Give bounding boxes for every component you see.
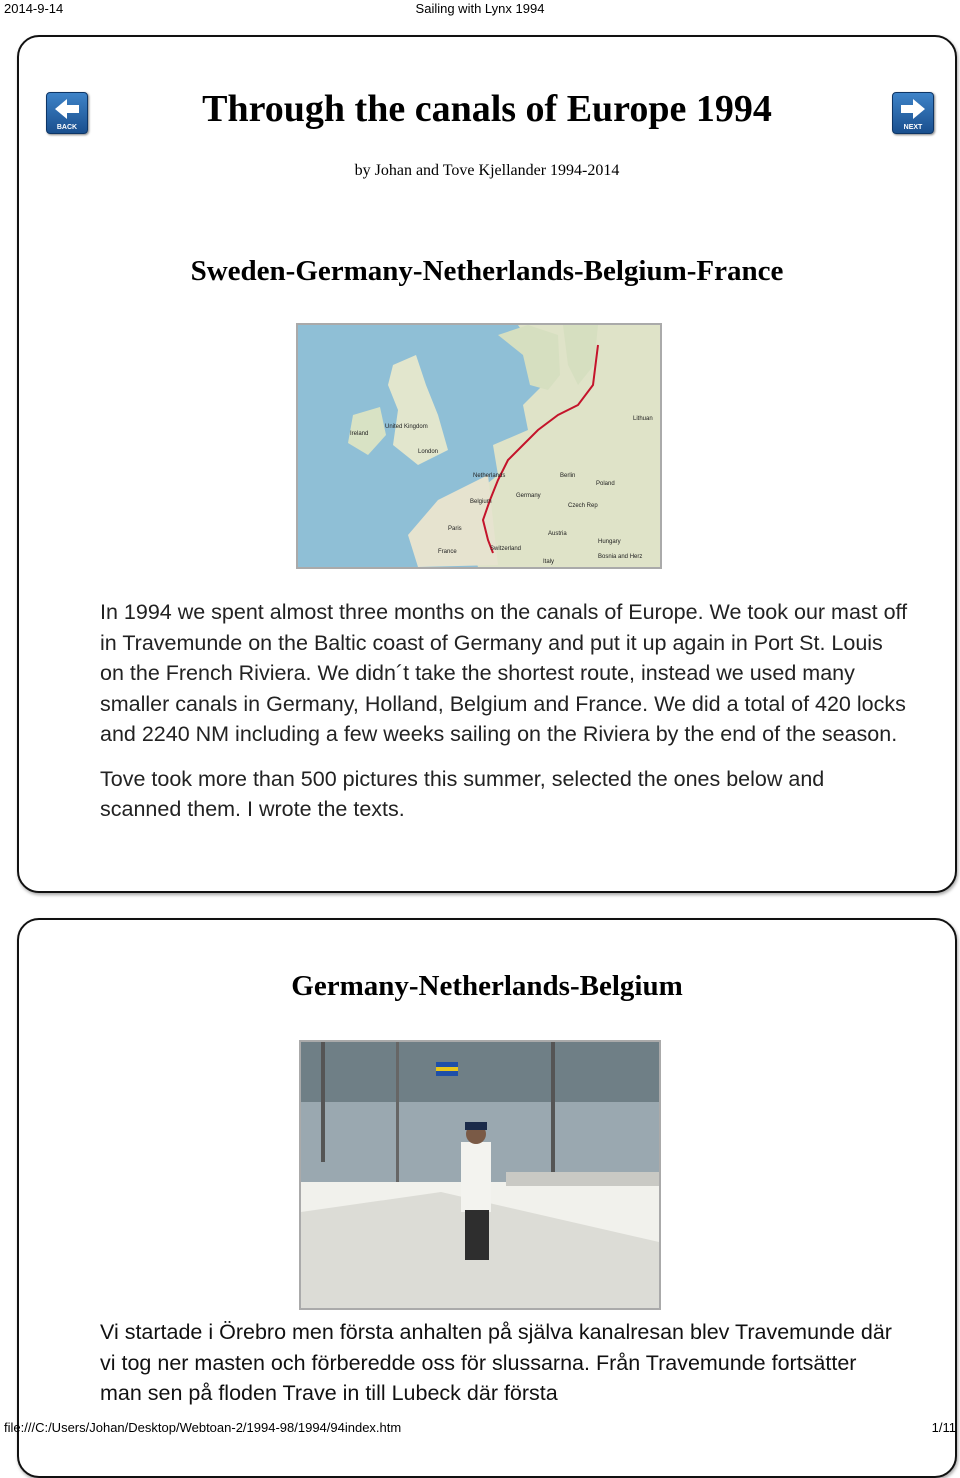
map-label-ireland: Ireland [350, 431, 369, 437]
map-label-bosnia: Bosnia and Herz [598, 554, 643, 560]
map-label-france: France [438, 549, 457, 555]
map-label-uk: United Kingdom [385, 424, 428, 430]
map-label-hungary: Hungary [598, 539, 621, 545]
intro-paragraph-1: In 1994 we spent almost three months on the canals of Europe. We took our mast off in Travemunde on the Baltic coast of Germany and put it up again in Port St. Louis on the French Riviera. We didn´t take the shortest route, instead we used many smaller canals in Germany, Holland, Belgium and France. We did a total of 420 locks and 2240 NM including a few weeks sailing on the Riviera by the end of the season. [100, 600, 908, 746]
map-label-paris: Paris [448, 526, 462, 532]
map-label-poland: Poland [596, 481, 615, 487]
back-button-label: BACK [56, 124, 78, 131]
map-label-lithuania: Lithuan [633, 416, 653, 422]
next-button-label: NEXT [903, 124, 923, 131]
route-map-image [298, 325, 660, 567]
route-map [296, 323, 662, 569]
print-footer [0, 1418, 960, 1438]
map-label-switzerland: Switzerland [490, 546, 522, 552]
section-heading: Germany-Netherlands-Belgium [291, 970, 683, 1002]
harbor-photo-image [301, 1042, 659, 1308]
harbor-photo [299, 1040, 661, 1310]
map-label-germany: Germany [516, 493, 541, 499]
map-label-austria: Austria [548, 531, 567, 537]
map-label-italy: Italy [543, 559, 555, 565]
print-header [0, 0, 960, 18]
print-page-number: 1/11 [931, 1420, 956, 1435]
route-heading: Sweden-Germany-Netherlands-Belgium-France [190, 255, 784, 287]
map-label-berlin: Berlin [560, 473, 576, 479]
map-label-netherlands: Netherlands [473, 473, 506, 479]
intro-paragraph-2: Tove took more than 500 pictures this summer, selected the ones below and scanned them. I wrote the texts. [100, 766, 825, 821]
print-url: file:///C:/Users/Johan/Desktop/Webtoan-2/1994-98/1994/94index.htm [4, 1420, 402, 1435]
print-page-title: Sailing with Lynx 1994 [415, 1, 545, 16]
intro-text [100, 597, 910, 839]
map-label-belgium: Belgium [470, 499, 492, 505]
intro-card [17, 35, 957, 893]
byline: by Johan and Tove Kjellander 1994-2014 [354, 162, 620, 179]
map-label-czech: Czech Rep [568, 503, 598, 509]
section-card-germany [17, 918, 957, 1478]
page-title: Through the canals of Europe 1994 [202, 88, 772, 130]
section-text: Vi startade i Örebro men första anhalten på själva kanalresan blev Travemunde där vi tog ner masten och förberedde oss för slussarna. Från Travemunde fortsätter man sen på floden Trave in till Lubeck där första [100, 1320, 892, 1405]
print-date: 2014-9-14 [4, 1, 64, 16]
map-label-london: London [418, 449, 439, 455]
